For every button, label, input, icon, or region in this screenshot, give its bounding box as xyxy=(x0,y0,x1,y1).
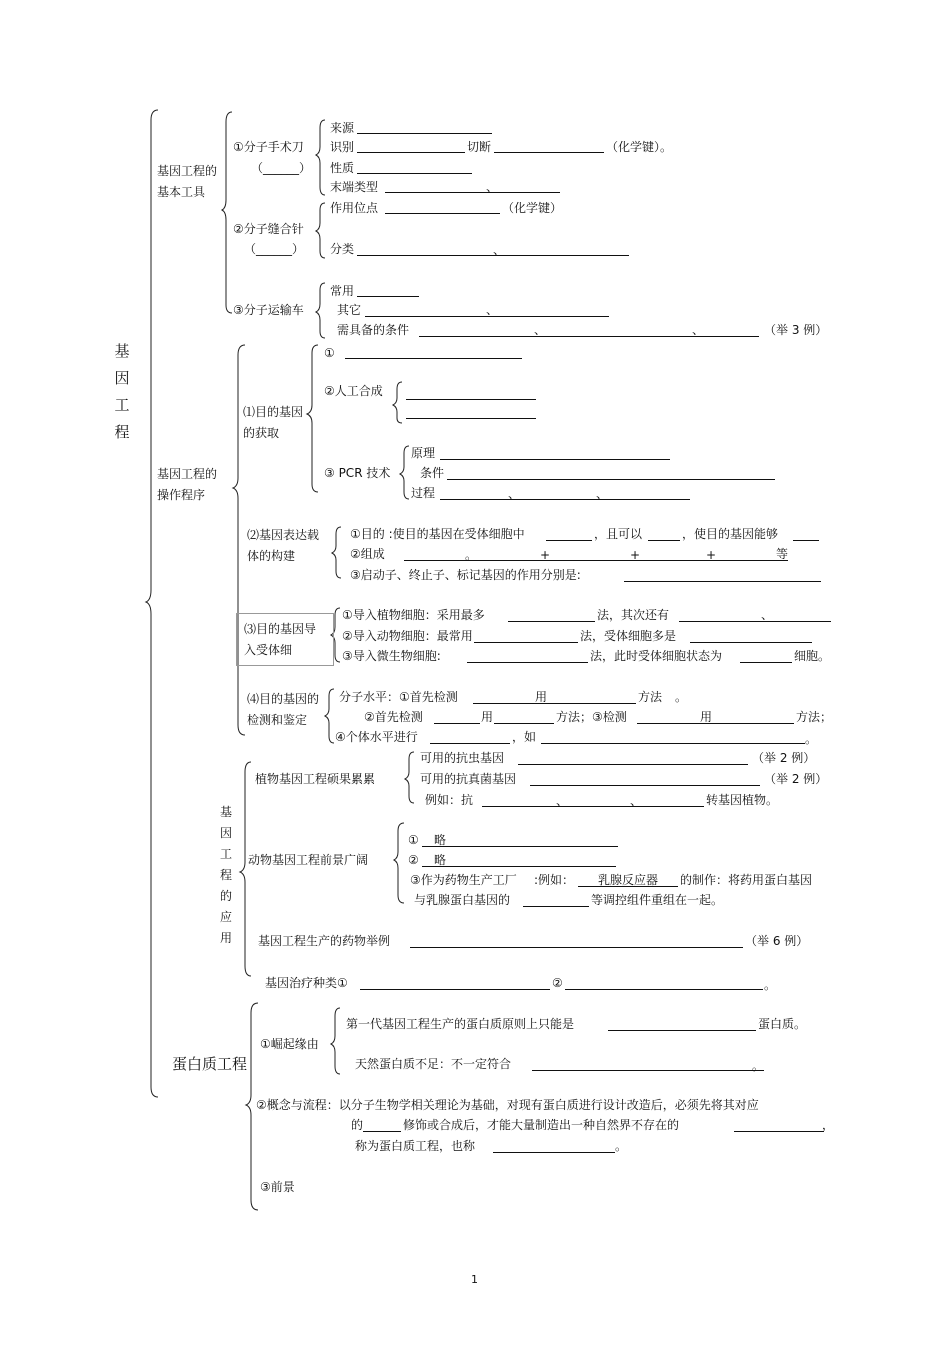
detect-use: 用 xyxy=(535,690,548,704)
blank-line xyxy=(532,1070,764,1071)
etc: 等 xyxy=(776,547,789,561)
animal-three-b: :例如： xyxy=(534,873,575,887)
blank-line xyxy=(740,662,792,663)
construct-roles: ③启动子、终止子、标记基因的作用分别是: xyxy=(350,568,581,582)
knife-ends: 末端类型 xyxy=(330,180,379,194)
blank-line xyxy=(406,418,536,419)
ligase-label: ②分子缝合针 xyxy=(233,222,304,236)
blank-line xyxy=(637,723,794,724)
comma: 、 xyxy=(630,794,643,808)
vector-label: ③分子运输车 xyxy=(233,303,304,317)
introduce-animal-b: 法，受体细胞多是 xyxy=(580,629,677,643)
animal-two: ② xyxy=(408,853,419,867)
blank-line xyxy=(357,152,465,153)
blank-line xyxy=(357,133,492,134)
animal-three-d: 的制作：将药用蛋白基因 xyxy=(680,873,813,887)
detect-mol-a: 分子水平：①首先检测 xyxy=(339,690,458,704)
obtain-one: ① xyxy=(324,346,335,360)
plant-note: （举 2 例） xyxy=(752,751,816,765)
origin-label: ①崛起缘由 xyxy=(260,1037,319,1051)
blank-line xyxy=(518,764,748,765)
vector-common: 常用 xyxy=(330,284,355,298)
blank-line xyxy=(565,989,763,990)
plant-note: （举 2 例） xyxy=(764,772,828,786)
blank-line xyxy=(422,866,616,867)
therapy-label: 基因治疗种类① xyxy=(265,976,348,990)
comma: 、 xyxy=(556,794,569,808)
blank-line xyxy=(357,296,419,297)
blank-line xyxy=(406,399,536,400)
tools-heading: 基因工程的基本工具 xyxy=(157,164,218,199)
construct-goal-a: ①目的 :使目的基因在受体细胞中 xyxy=(350,527,525,541)
origin-natural: 天然蛋白质不足：不一定符合 xyxy=(355,1057,512,1071)
blank-line xyxy=(541,743,805,744)
plant-label: 植物基因工程硕果累累 xyxy=(255,772,376,786)
therapy-two: ② xyxy=(552,976,563,990)
knife-label: ①分子手术刀 xyxy=(233,140,304,154)
blank-line xyxy=(690,642,812,643)
blank-line xyxy=(357,173,472,174)
obtain-pcr: ③ PCR 技术 xyxy=(324,466,391,480)
page-number: 1 xyxy=(471,1273,478,1286)
knife-paren: （______） xyxy=(251,161,312,175)
blank-line xyxy=(440,459,670,460)
drugs-label: 基因工程生产的药物举例 xyxy=(258,934,391,948)
introduce-microbe-b: 法，此时受体细胞状态为 xyxy=(590,649,723,663)
blank-line xyxy=(648,540,680,541)
animal-brief: 略 xyxy=(434,853,447,867)
dot: 。 xyxy=(465,548,478,562)
detect-use: 用 xyxy=(481,710,494,724)
pcr-process: 过程 xyxy=(411,486,436,500)
knife-cut: 切断 xyxy=(467,140,492,154)
page-title: 基因工程 xyxy=(114,342,130,441)
animal-one: ① xyxy=(408,833,419,847)
blank-line xyxy=(410,947,743,948)
blank-line xyxy=(385,192,560,193)
therapy-end: 。 xyxy=(764,978,777,992)
concept-line1: ②概念与流程：以分子生物学相关理论为基础，对现有蛋白质进行设计改造后，必须先将其对应 xyxy=(256,1098,759,1112)
plant-fungus: 可用的抗真菌基因 xyxy=(420,772,517,786)
construct-compose: ②组成 xyxy=(350,547,385,561)
blank-line xyxy=(404,560,788,561)
detect-method-three: 方法；③检测 xyxy=(556,710,627,724)
introduce-animal-a: ②导入动物细胞：最常用 xyxy=(342,629,473,643)
blank-line xyxy=(493,1152,615,1153)
blank-line xyxy=(793,540,819,541)
detect-two: ②首先检测 xyxy=(364,710,423,724)
vector-conditions: 需具备的条件 xyxy=(337,323,410,337)
animal-four-b: 等调控组件重组在一起。 xyxy=(591,893,724,907)
comma: 、 xyxy=(493,243,506,257)
detect-eg: ，如 xyxy=(512,730,537,744)
animal-brief: 略 xyxy=(434,833,447,847)
vector-note: （举 3 例） xyxy=(764,323,828,337)
obtain-synth: ②人工合成 xyxy=(324,384,383,398)
comma: 、 xyxy=(596,487,609,501)
ligase-paren: （______） xyxy=(244,242,305,256)
comma: 、 xyxy=(486,180,499,194)
protein-prospect: ③前景 xyxy=(260,1180,295,1194)
blank-line xyxy=(345,358,522,359)
introduce-label: ⑶目的基因导入受体细 xyxy=(244,622,317,657)
construct-label: ⑵基因表达载体的构建 xyxy=(247,528,320,563)
blank-line xyxy=(734,1131,824,1132)
blank-line xyxy=(608,1030,756,1031)
blank-line xyxy=(494,152,604,153)
blank-line xyxy=(474,642,578,643)
introduce-plant-a: ①导入植物细胞：采用最多 xyxy=(342,608,485,622)
blank-line xyxy=(385,213,500,214)
pcr-principle: 原理 xyxy=(411,446,436,460)
detect-use: 用 xyxy=(700,710,713,724)
plus: + xyxy=(540,548,551,562)
concept-line3-a: 称为蛋白质工程，也称 xyxy=(355,1139,476,1153)
blank-line xyxy=(508,621,595,622)
blank-line xyxy=(546,540,592,541)
protein-heading: 蛋白质工程 xyxy=(172,1055,248,1073)
blank-line xyxy=(434,723,480,724)
concept-line2-b: 修饰或合成后，才能大量制造出一种自然界不存在的 xyxy=(403,1118,680,1132)
knife-bond-note: （化学键）。 xyxy=(606,140,673,154)
blank-line xyxy=(422,846,618,847)
blank-line xyxy=(419,336,759,337)
knife-property: 性质 xyxy=(330,161,355,175)
plant-insect: 可用的抗虫基因 xyxy=(420,751,505,765)
animal-three-c: 乳腺反应器 xyxy=(598,873,659,887)
animal-three-a: ③作为药物生产工厂 xyxy=(410,873,517,887)
blank-line xyxy=(494,723,554,724)
detect-method: 方法 xyxy=(638,690,663,704)
plant-end: 转基因植物。 xyxy=(706,793,779,807)
blank-line xyxy=(430,743,510,744)
comma: 、 xyxy=(534,323,547,337)
blank-line xyxy=(473,703,636,704)
obtain-label: ⑴目的基因的获取 xyxy=(243,405,304,440)
concept-line3-b: 。 xyxy=(615,1139,628,1153)
procedure-heading: 基因工程的操作程序 xyxy=(157,467,218,502)
blank-line xyxy=(624,581,821,582)
blank-line xyxy=(679,621,831,622)
detect-label: ⑷目的基因的检测和鉴定 xyxy=(247,692,320,727)
pcr-condition: 条件 xyxy=(420,466,445,480)
detect-end: 。 xyxy=(805,732,818,746)
concept-line2-c: ， xyxy=(822,1118,835,1132)
ligase-site: 作用位点 xyxy=(330,201,379,215)
origin-first-b: 蛋白质。 xyxy=(758,1017,807,1031)
plant-eg: 例如：抗 xyxy=(425,793,474,807)
construct-goal-b: ，且可以 xyxy=(594,527,643,541)
comma: 、 xyxy=(508,487,521,501)
blank-line xyxy=(360,989,550,990)
introduce-plant-b: 法，其次还有 xyxy=(597,608,670,622)
concept-line2-a: 的 xyxy=(351,1118,364,1132)
construct-goal-c: ，使目的基因能够 xyxy=(682,527,779,541)
blank-line xyxy=(440,499,690,500)
comma: 、 xyxy=(486,303,499,317)
plus: + xyxy=(630,548,641,562)
plus: + xyxy=(706,548,717,562)
drugs-note: （举 6 例） xyxy=(745,934,809,948)
comma: 、 xyxy=(761,608,774,622)
blank-line xyxy=(523,906,589,907)
detect-indiv: ④个体水平进行 xyxy=(335,730,418,744)
introduce-microbe-a: ③导入微生物细胞: xyxy=(342,649,441,663)
origin-first-a: 第一代基因工程生产的蛋白质原则上只能是 xyxy=(346,1017,575,1031)
blank-line xyxy=(482,806,704,807)
application-heading: 基因工程的应用 xyxy=(219,805,232,945)
blank-line xyxy=(363,1131,401,1132)
animal-label: 动物基因工程前景广阔 xyxy=(248,853,369,867)
ligase-kinds: 分类 xyxy=(330,242,355,256)
blank-line xyxy=(530,785,760,786)
blank-line xyxy=(447,479,775,480)
blank-line xyxy=(467,662,588,663)
knife-recognize: 识别 xyxy=(330,140,355,154)
detect-mol-end: 。 xyxy=(675,690,688,704)
detect-method: 方法； xyxy=(796,710,833,724)
vector-other: 其它 xyxy=(337,303,362,317)
origin-end: 。 xyxy=(752,1059,765,1073)
ligase-bond-note: （化学键） xyxy=(502,201,563,215)
animal-four-a: 与乳腺蛋白基因的 xyxy=(414,893,511,907)
comma: 、 xyxy=(692,323,705,337)
introduce-microbe-c: 细胞。 xyxy=(794,649,831,663)
knife-source: 来源 xyxy=(330,121,355,135)
